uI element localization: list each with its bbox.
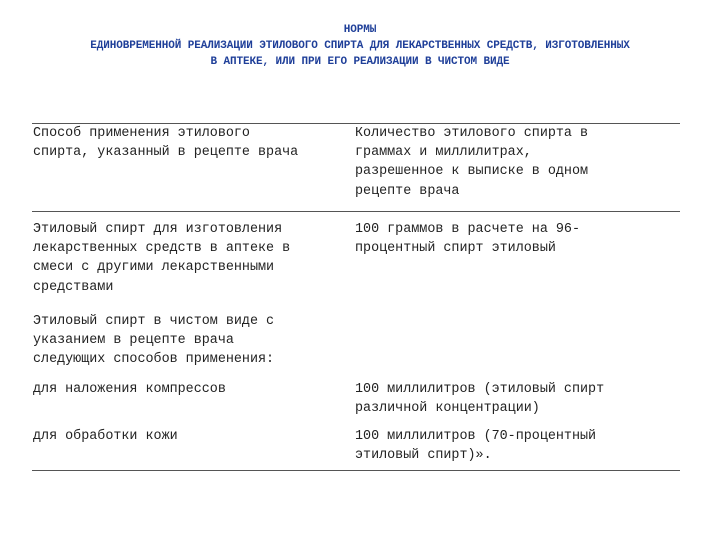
row-pure-alcohol-method: Этиловый спирт в чистом виде с указанием в рецепте врача следующих способов применения: (33, 314, 275, 368)
row-compounding-method: Этиловый спирт для изготовления лекарственных средств в аптеке в смеси с другими лекарственными средствами (33, 222, 291, 295)
heading-title: НОРМЫ (343, 24, 377, 36)
row-compress-quantity: 100 миллилитров (этиловый спирт различной концентрации) (355, 382, 605, 417)
header-bottom-rule (32, 211, 680, 212)
row-skin-treatment-method: для обработки кожи (33, 429, 178, 444)
row-skin-treatment-quantity: 100 миллилитров (70-процентный этиловый спирт)». (355, 429, 597, 464)
row-compounding-quantity: 100 граммов в расчете на 96- процентный спирт этиловый (355, 222, 580, 257)
header-quantity-cell: Количество этилового спирта в граммах и миллилитрах, разрешенное к выписке в одном рецепте врача (355, 126, 589, 199)
table-bottom-rule (32, 470, 680, 471)
header-method-cell: Способ применения этилового спирта, указанный в рецепте врача (33, 126, 299, 161)
row-compress-method: для наложения компрессов (33, 382, 226, 397)
heading-subtitle-line-2: В АПТЕКЕ, ИЛИ ПРИ ЕГО РЕАЛИЗАЦИИ В ЧИСТОМ ВИДЕ (210, 56, 510, 68)
heading-subtitle-line-1: ЕДИНОВРЕМЕННОЙ РЕАЛИЗАЦИИ ЭТИЛОВОГО СПИРТА ДЛЯ ЛЕКАРСТВЕННЫХ СРЕДСТВ, ИЗГОТОВЛЕННЫХ (90, 40, 630, 52)
document-heading (0, 22, 720, 70)
